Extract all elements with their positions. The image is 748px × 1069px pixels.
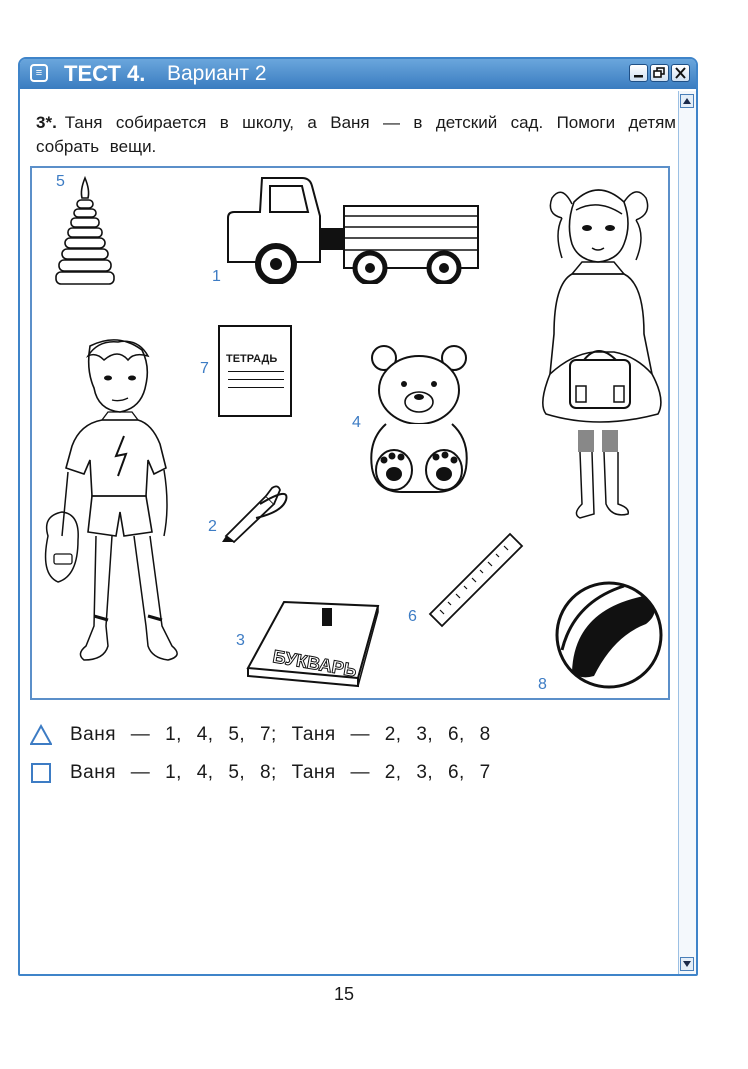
vertical-scrollbar[interactable] [678, 91, 696, 974]
minimize-button[interactable] [629, 64, 648, 82]
teddy-bear-icon[interactable] [362, 344, 476, 500]
answer-text-2: Ваня — 1, 4, 5, 8; Таня — 2, 3, 6, 7 [70, 762, 491, 783]
pen-icon[interactable] [220, 482, 300, 544]
question-text [36, 111, 676, 159]
item-number-6: 6 [408, 608, 417, 625]
book-icon: ≡ [30, 64, 48, 82]
ruler-icon[interactable] [426, 530, 526, 630]
stacking-rings-toy-icon[interactable] [50, 174, 120, 292]
square-icon[interactable] [30, 762, 52, 784]
arrow-down-icon [683, 961, 691, 967]
minimize-icon [632, 67, 645, 79]
girl-tanya-illustration [532, 174, 664, 532]
test-title: ТЕСТ 4. [64, 61, 146, 86]
window-controls [629, 64, 690, 82]
item-number-1: 1 [212, 268, 221, 285]
restore-button[interactable] [650, 64, 669, 82]
scroll-up-button[interactable] [680, 94, 694, 108]
boy-vanya-illustration [38, 336, 198, 694]
question-body: Таня собирается в школу, а Ваня — в детский сад. Помоги детям собрать вещи. [36, 113, 676, 156]
answer-option-1[interactable] [30, 724, 491, 746]
item-number-3: 3 [236, 632, 245, 649]
title-bar [20, 59, 696, 89]
scroll-down-button[interactable] [680, 957, 694, 971]
book-label: БУКВАРЬ [271, 646, 359, 681]
item-number-4: 4 [352, 414, 361, 431]
restore-icon [653, 67, 666, 79]
question-number: 3*. [36, 113, 57, 132]
item-number-2: 2 [208, 518, 217, 535]
item-number-7: 7 [200, 360, 209, 377]
page-number: 15 [334, 984, 355, 1004]
notebook-icon[interactable] [218, 325, 292, 417]
answer-option-2[interactable] [30, 762, 491, 784]
picture-frame [30, 166, 670, 700]
ball-icon[interactable] [554, 580, 664, 690]
item-number-8: 8 [538, 676, 547, 693]
variant-title: Вариант 2 [167, 62, 267, 85]
close-icon [674, 67, 687, 79]
triangle-icon[interactable] [30, 724, 52, 746]
item-number-5: 5 [56, 173, 65, 190]
notebook-label: ТЕТРАДЬ [226, 353, 278, 365]
answer-text-1: Ваня — 1, 4, 5, 7; Таня — 2, 3, 6, 8 [70, 724, 491, 745]
close-button[interactable] [671, 64, 690, 82]
book-bukvar-icon[interactable] [244, 598, 380, 690]
truck-icon[interactable] [220, 172, 482, 284]
arrow-up-icon [683, 98, 691, 104]
